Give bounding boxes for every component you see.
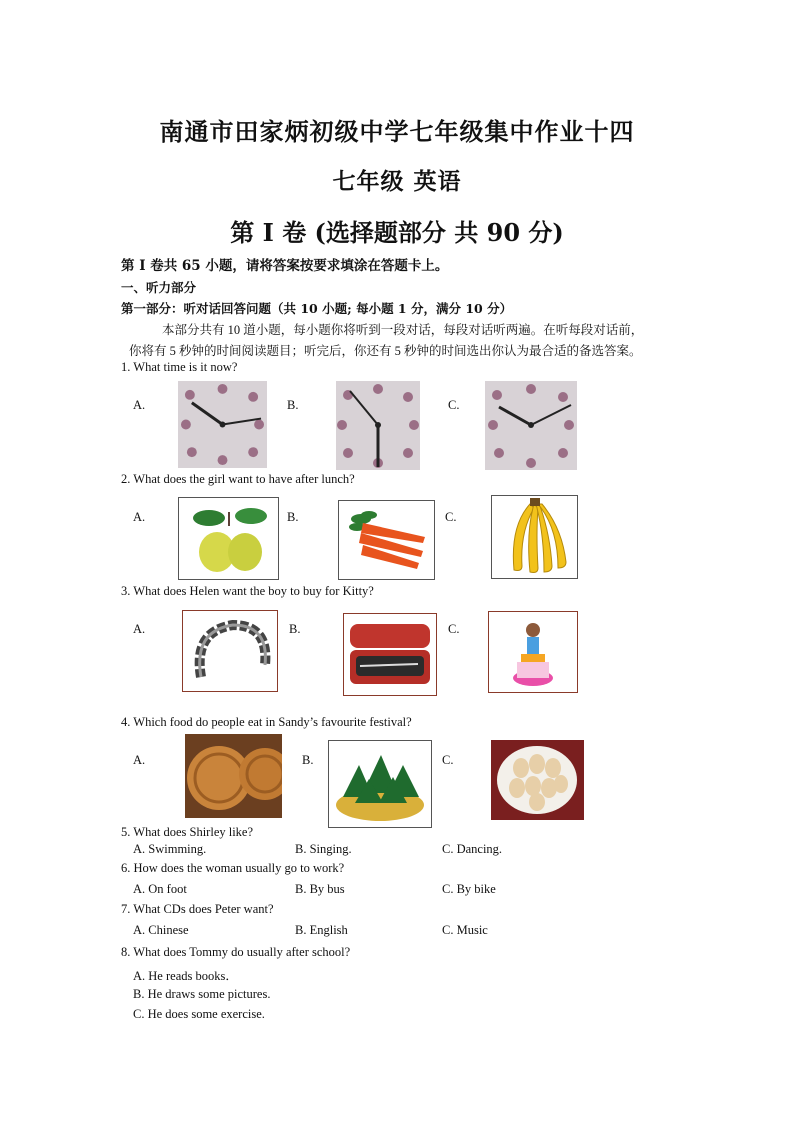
clock-icon — [178, 381, 267, 468]
part-heading: 一、听力部分 — [121, 280, 197, 295]
q5-option-c: C. Dancing. — [442, 842, 503, 856]
q6-option-b: B. By bus — [295, 882, 345, 896]
page-title: 南通市田家炳初级中学七年级集中作业十四 — [159, 117, 635, 146]
q1-label-a: A. — [133, 398, 146, 412]
q8-option-b: B. He draws some pictures. — [133, 987, 271, 1001]
q2-label-a: A. — [133, 510, 146, 524]
eggs-icon — [491, 740, 584, 820]
q8-option-c: C. He does some exercise. — [133, 1007, 265, 1021]
section-title: 第 I 卷 (选择题部分 共 90 分) — [230, 218, 564, 247]
q7-option-a: A. Chinese — [133, 923, 189, 937]
q8-option-a: A. He reads books． — [133, 969, 238, 983]
sub-heading: 第一部分：听对话回答问题（共 10 小题; 每小题 1 分，满分 10 分） — [121, 301, 513, 316]
page-subtitle: 七年级 英语 — [332, 168, 462, 195]
question-6: 6. How does the woman usually go to work? — [121, 861, 345, 875]
q3-label-b: B. — [289, 622, 301, 636]
question-3: 3. What does Helen want the boy to buy for Kitty? — [121, 584, 374, 598]
q5-option-a: A. Swimming. — [133, 842, 207, 856]
hairband-icon — [182, 610, 278, 692]
clock-icon — [485, 381, 577, 470]
pencil-case-icon — [343, 613, 437, 696]
q2-label-b: B. — [287, 510, 299, 524]
instruction-paragraph-line2: 你将有 5 秒钟的时间阅读题目；听完后，你还有 5 秒钟的时间选出你认为最合适的备选答案。 — [129, 344, 642, 358]
bananas-icon — [491, 495, 578, 579]
q4-label-b: B. — [302, 753, 314, 767]
q4-label-c: C. — [442, 753, 454, 767]
zongzi-icon — [328, 740, 432, 828]
question-7: 7. What CDs does Peter want? — [121, 902, 274, 916]
mooncakes-icon — [185, 734, 282, 818]
q6-option-c: C. By bike — [442, 882, 496, 896]
q3-label-a: A. — [133, 622, 146, 636]
q3-label-c: C. — [448, 622, 460, 636]
doll-icon — [488, 611, 578, 693]
q4-label-a: A. — [133, 753, 146, 767]
question-5: 5. What does Shirley like? — [121, 825, 254, 839]
q1-label-b: B. — [287, 398, 299, 412]
q7-option-c: C. Music — [442, 923, 488, 937]
pears-icon — [178, 497, 279, 580]
instruction-line: 第 I 卷共 65 小题，请将答案按要求填涂在答题卡上。 — [121, 258, 449, 274]
q7-option-b: B. English — [295, 923, 348, 937]
q5-option-b: B. Singing. — [295, 842, 352, 856]
q2-label-c: C. — [445, 510, 457, 524]
q1-label-c: C. — [448, 398, 460, 412]
question-4: 4. Which food do people eat in Sandy’s favourite festival? — [121, 715, 412, 729]
clock-icon — [336, 381, 420, 470]
question-2: 2. What does the girl want to have after lunch? — [121, 472, 355, 486]
question-8: 8. What does Tommy do usually after school? — [121, 945, 351, 959]
carrots-icon — [338, 500, 435, 580]
question-1: 1. What time is it now? — [121, 360, 238, 374]
instruction-paragraph-line1: 本部分共有 10 道小题，每小题你将听到一段对话，每段对话听两遍。在听每段对话前， — [162, 323, 644, 337]
q6-option-a: A. On foot — [133, 882, 187, 896]
